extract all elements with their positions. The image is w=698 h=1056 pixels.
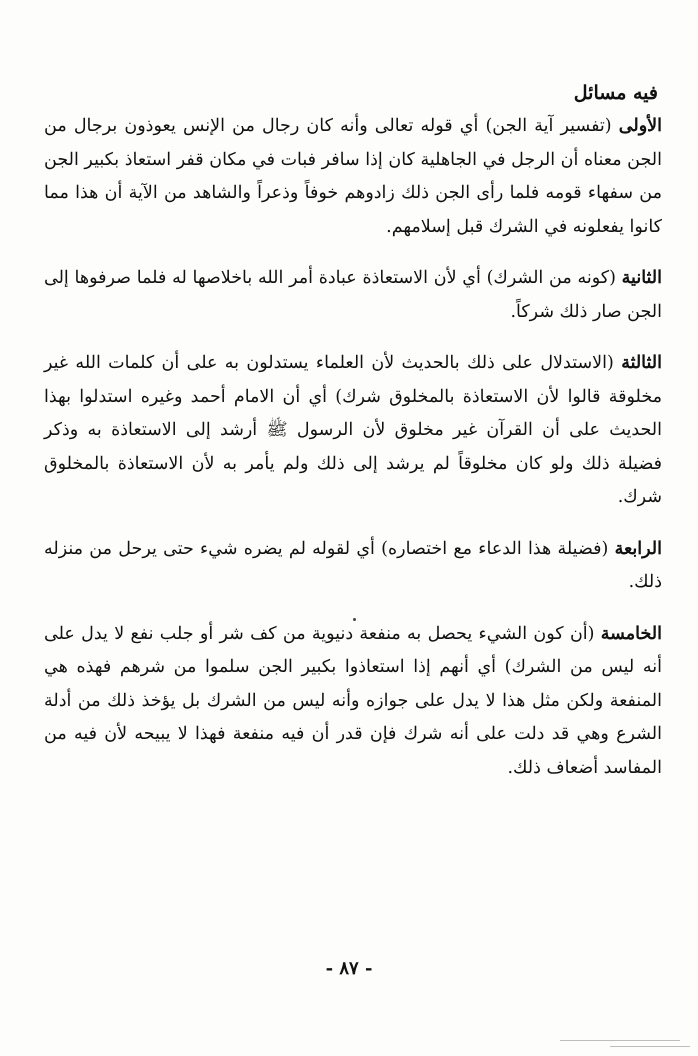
paragraph-2-text: (كونه من الشرك) أي لأن الاستعاذة عبادة أمر الله باخلاصها له فلما صرفوها إلى الجن صار ذلك شركاً. <box>44 268 662 322</box>
paragraph-5 <box>44 618 662 786</box>
paragraph-5-lead: الخامسة <box>600 623 662 644</box>
paragraph-4 <box>44 533 662 600</box>
paragraph-3-lead: الثالثة <box>621 353 662 373</box>
paragraph-5-text: (أن كون الشيء يحصل به منفعة دنيوية من كف شر أو جلب نفع لا يدل على أنه ليس من الشرك) أي أنهم إذا استعاذوا بكبير الجن سلموا من شرهم فهذه هي المنفعة ولكن مثل هذا لا يدل على جوازه وأنه ليس من الشرك بل يؤخذ ذلك من أدلة الشرع وهي قد دلت على أنه شرك فإن قدر أن فيه منفعة فهذا لا يبيحه لأن فيه من المفاسد أضعاف ذلك. <box>44 623 662 778</box>
paragraph-1 <box>44 110 662 244</box>
page-body <box>44 76 662 803</box>
paragraph-4-lead: الرابعة <box>614 538 662 559</box>
paragraph-2 <box>44 262 662 329</box>
scan-speck <box>353 618 356 621</box>
paragraph-3-text: (الاستدلال على ذلك بالحديث لأن العلماء يستدلون به على أن كلمات الله غير مخلوقة قالوا لأن الاستعاذة بالمخلوق شرك) أي أن الامام أحمد وغيره استدلوا بهذا الحديث على أن القرآن غير مخلوق لأن الرسول ﷺ أرشد إلى الاستعاذة به وذكر فضيلة ذلك ولو كان مخلوقاً لم يرشد إلى ذلك ولم يأمر به لأن الاستعاذة بالمخلوق شرك. <box>44 353 662 507</box>
paragraph-2-lead: الثانية <box>621 268 662 288</box>
paragraph-1-text: (تفسير آية الجن) أي قوله تعالى وأنه كان رجال من الإنس يعوذون برجال من الجن معناه أن الرجل في الجاهلية كان إذا سافر فبات في مكان قفر استعاذ بكبير الجن من سفهاء قومه فلما رأى الجن ذلك زادوهم خوفاً وذعراً والشاهد من الآية أن هذا مما كانوا يفعلونه في الشرك قبل إسلامهم. <box>44 116 662 237</box>
paragraph-1-lead: الأولى <box>618 116 662 136</box>
scan-edge-mark <box>560 1040 680 1041</box>
paragraph-3 <box>44 347 662 515</box>
section-heading: فيه مسائل <box>573 82 658 104</box>
page-number: - ٨٧ - <box>325 958 373 979</box>
paragraph-4-text: (فضيلة هذا الدعاء مع اختصاره) أي لقوله لم يضره شيء حتى يرحل من منزله ذلك. <box>44 538 662 592</box>
scan-edge-mark <box>610 1046 690 1047</box>
